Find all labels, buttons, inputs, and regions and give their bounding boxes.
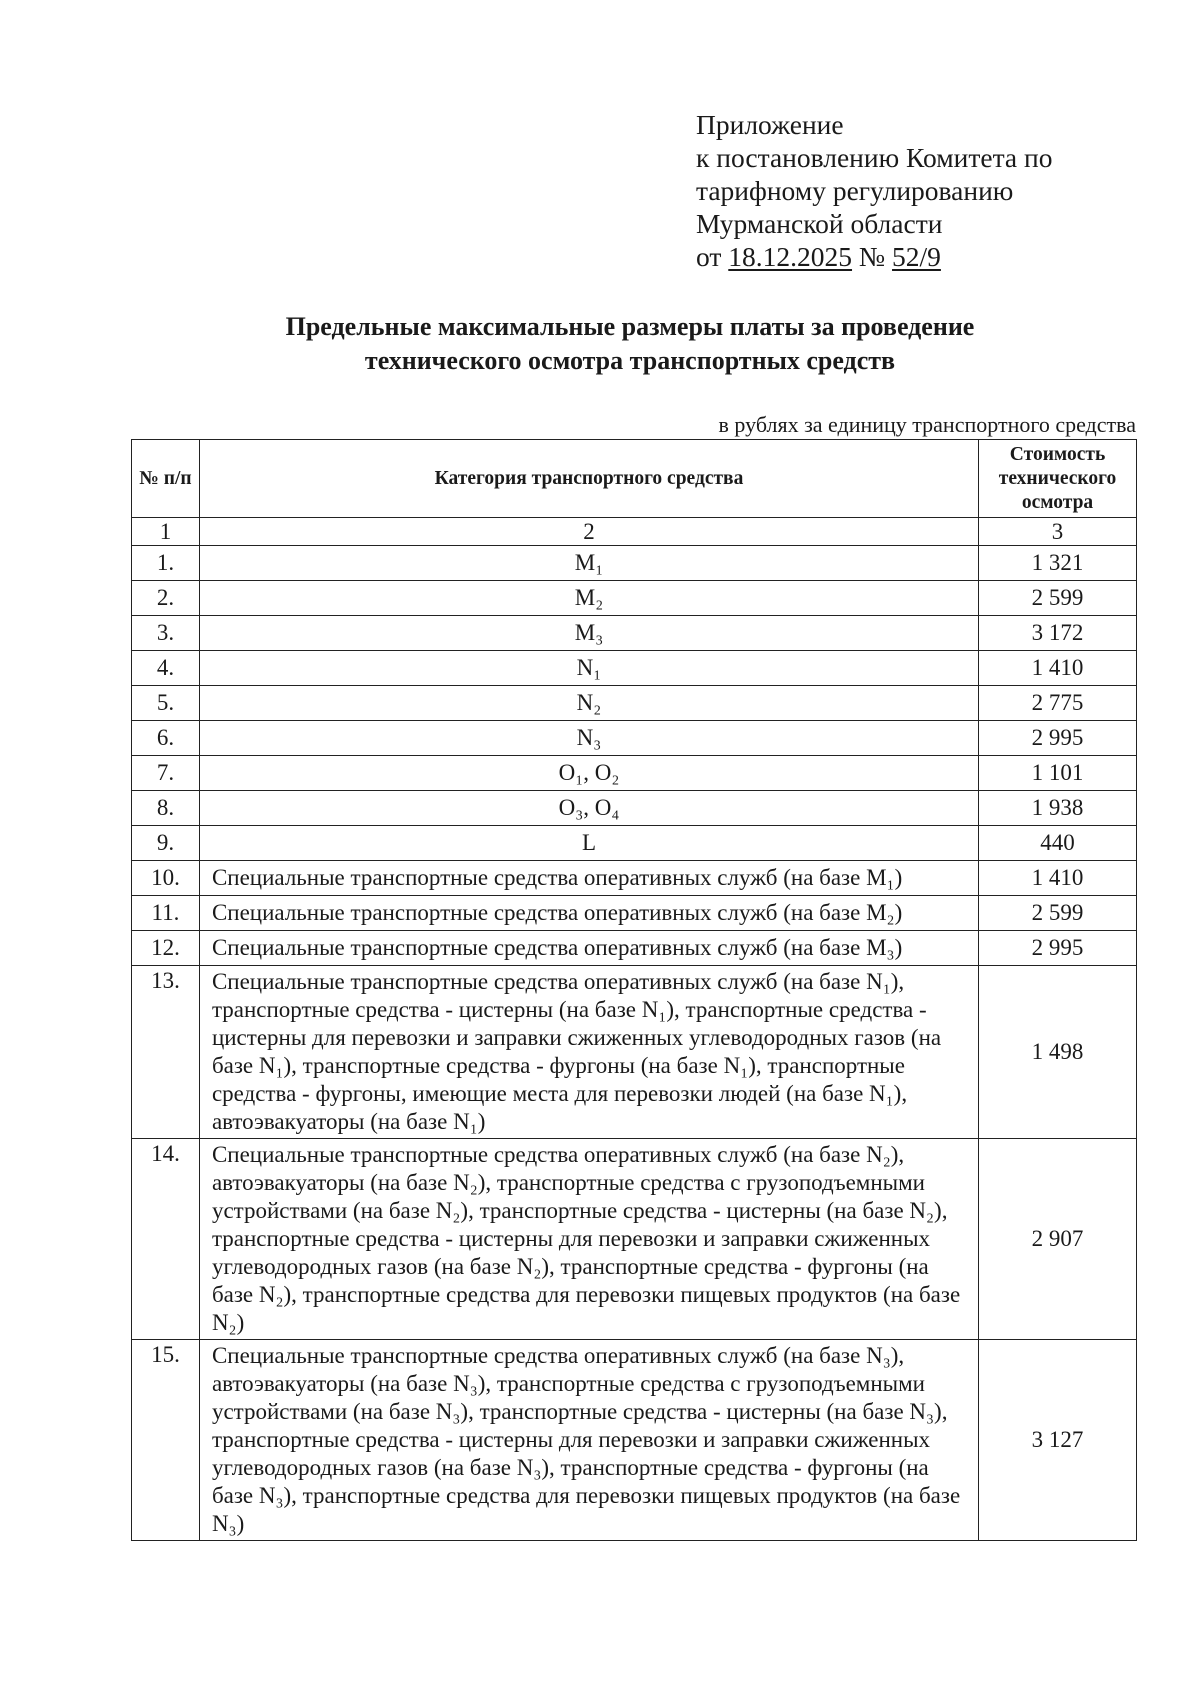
appendix-line: Приложение (696, 109, 844, 140)
row-category: Специальные транспортные средства оперативных служб (на базе N₁), транспортные средства - цистерны (на базе N₁), транспортные средства - цистерны для перевозки и заправки сжиженных углеводородных газов (на базе N₁), транспортные средства - фургоны (на базе N₁), транспортные средства - фургоны, имеющие места для перевозки людей (на базе N₁), автоэвакуаторы (на базе N₁) (199, 966, 978, 1139)
appendix-line: тарифному регулированию (696, 175, 1014, 206)
table-row (132, 581, 1137, 616)
table-row (132, 826, 1137, 861)
row-cost: 2 599 (979, 581, 1137, 616)
table-row (132, 686, 1137, 721)
table-row (132, 756, 1137, 791)
table-row (132, 651, 1137, 686)
table-row (132, 616, 1137, 651)
row-category: Специальные транспортные средства оперативных служб (на базе N₂), автоэвакуаторы (на базе N₂), транспортные средства с грузоподъемными устройствами (на базе N₂), транспортные средства - цистерны (на базе N₂), транспортные средства - цистерны для перевозки и заправки сжиженных углеводородных газов (на базе N₂), транспортные средства - фургоны (на базе N₂), транспортные средства для перевозки пищевых продуктов (на базе N₂) (199, 1139, 978, 1340)
table-row (132, 1340, 1137, 1541)
row-cost: 2 907 (979, 1139, 1137, 1340)
column-index-row (132, 518, 1137, 546)
table-row (132, 861, 1137, 896)
appendix-date-line (696, 240, 1052, 273)
row-category: M₁ (199, 546, 978, 581)
row-category: Специальные транспортные средства оперативных служб (на базе M₁) (199, 861, 978, 896)
row-cost: 1 498 (979, 966, 1137, 1139)
row-cost: 1 101 (979, 756, 1137, 791)
row-number: 7. (132, 756, 200, 791)
row-cost: 3 127 (979, 1340, 1137, 1541)
header-num: № п/п (132, 440, 200, 518)
row-number: 15. (132, 1340, 200, 1541)
title-line: технического осмотра транспортных средств (364, 346, 896, 375)
row-number: 2. (132, 581, 200, 616)
table-row (132, 931, 1137, 966)
table-row (132, 546, 1137, 581)
column-index: 2 (199, 518, 978, 546)
row-number: 9. (132, 826, 200, 861)
row-number: 13. (132, 966, 200, 1139)
appendix-block (696, 108, 1052, 273)
column-index: 3 (979, 518, 1137, 546)
document-title (130, 310, 1130, 378)
row-cost: 2 599 (979, 896, 1137, 931)
row-category: N₁ (199, 651, 978, 686)
row-number: 5. (132, 686, 200, 721)
row-number: 8. (132, 791, 200, 826)
row-category: O₃, O₄ (199, 791, 978, 826)
row-category: Специальные транспортные средства оперативных служб (на базе M₂) (199, 896, 978, 931)
title-line: Предельные максимальные размеры платы за проведение (285, 312, 975, 341)
row-category: O₁, O₂ (199, 756, 978, 791)
tariff-table (131, 439, 1137, 1541)
row-number: 1. (132, 546, 200, 581)
row-cost: 1 410 (979, 651, 1137, 686)
resolution-number: 52/9 (892, 241, 941, 272)
table-row (132, 721, 1137, 756)
units-note: в рублях за единицу транспортного средства (718, 412, 1136, 437)
row-cost: 3 172 (979, 616, 1137, 651)
row-cost: 2 995 (979, 931, 1137, 966)
header-cost: Стоимость технического осмотра (979, 440, 1137, 518)
appendix-line: к постановлению Комитета по (696, 142, 1053, 173)
row-number: 6. (132, 721, 200, 756)
table-row (132, 1139, 1137, 1340)
table-row (132, 966, 1137, 1139)
row-cost: 2 775 (979, 686, 1137, 721)
row-cost: 1 938 (979, 791, 1137, 826)
table-row (132, 896, 1137, 931)
row-cost: 2 995 (979, 721, 1137, 756)
row-number: 10. (132, 861, 200, 896)
column-index: 1 (132, 518, 200, 546)
table-header-row (132, 440, 1137, 518)
row-category: N₃ (199, 721, 978, 756)
row-cost: 1 321 (979, 546, 1137, 581)
row-category: N₂ (199, 686, 978, 721)
resolution-date: 18.12.2025 (728, 241, 853, 272)
row-number: 11. (132, 896, 200, 931)
table-row (132, 791, 1137, 826)
row-cost: 1 410 (979, 861, 1137, 896)
row-number: 12. (132, 931, 200, 966)
row-category: M₃ (199, 616, 978, 651)
row-category: M₂ (199, 581, 978, 616)
row-number: 4. (132, 651, 200, 686)
date-prefix: от (696, 241, 722, 272)
row-category: Специальные транспортные средства оперативных служб (на базе N₃), автоэвакуаторы (на базе N₃), транспортные средства с грузоподъемными устройствами (на базе N₃), транспортные средства - цистерны (на базе N₃), транспортные средства - цистерны для перевозки и заправки сжиженных углеводородных газов (на базе N₃), транспортные средства - фургоны (на базе N₃), транспортные средства для перевозки пищевых продуктов (на базе N₃) (199, 1340, 978, 1541)
row-number: 3. (132, 616, 200, 651)
row-category: L (199, 826, 978, 861)
header-category: Категория транспортного средства (199, 440, 978, 518)
row-number: 14. (132, 1139, 200, 1340)
appendix-line: Мурманской области (696, 208, 943, 239)
row-category: Специальные транспортные средства оперативных служб (на базе M₃) (199, 931, 978, 966)
number-sign: № (858, 241, 886, 272)
row-cost: 440 (979, 826, 1137, 861)
